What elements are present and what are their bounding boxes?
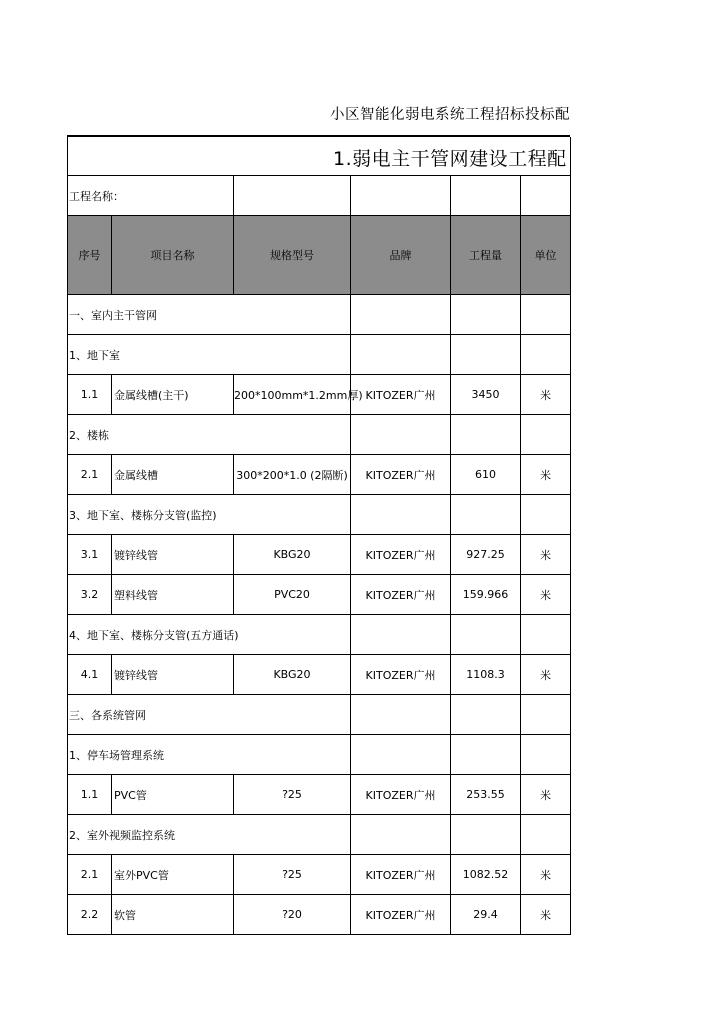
cell[interactable]	[351, 815, 451, 855]
cell[interactable]	[521, 335, 571, 375]
item-spec[interactable]: PVC20	[234, 575, 351, 615]
group-row	[68, 735, 571, 775]
item-name[interactable]: 金属线槽	[112, 455, 234, 495]
cell[interactable]	[451, 815, 521, 855]
cell[interactable]	[451, 615, 521, 655]
item-unit[interactable]: 米	[521, 575, 571, 615]
section-label: 三、各系统管网	[68, 695, 351, 735]
item-brand[interactable]: KITOZER广州	[351, 575, 451, 615]
item-number[interactable]: 1.1	[68, 775, 112, 815]
document-title: 小区智能化弱电系统工程招标投标配	[330, 107, 570, 123]
sheet-title-row	[67, 137, 571, 175]
item-unit[interactable]: 米	[521, 855, 571, 895]
group-row	[68, 415, 571, 455]
item-unit[interactable]: 米	[521, 655, 571, 695]
cell[interactable]	[521, 176, 571, 216]
cell[interactable]	[351, 735, 451, 775]
group-label: 1、地下室	[68, 335, 351, 375]
item-name[interactable]: 软管	[112, 895, 234, 935]
item-name[interactable]: 塑料线管	[112, 575, 234, 615]
cell[interactable]	[451, 295, 521, 335]
group-label: 3、地下室、楼栋分支管(监控)	[68, 495, 351, 535]
table-row	[68, 775, 571, 815]
cell[interactable]	[451, 176, 521, 216]
group-row	[68, 335, 571, 375]
cell[interactable]	[521, 735, 571, 775]
cell[interactable]	[351, 495, 451, 535]
section-row	[68, 295, 571, 335]
item-spec[interactable]: KBG20	[234, 655, 351, 695]
item-unit[interactable]: 米	[521, 455, 571, 495]
item-brand[interactable]: KITOZER广州	[351, 895, 451, 935]
cell[interactable]	[521, 615, 571, 655]
cell[interactable]	[451, 735, 521, 775]
cell[interactable]	[234, 176, 351, 216]
item-quantity[interactable]: 253.55	[451, 775, 521, 815]
item-name[interactable]: 室外PVC管	[112, 855, 234, 895]
item-spec[interactable]: ?20	[234, 895, 351, 935]
project-name-label: 工程名称：	[68, 176, 234, 216]
column-header-unit: 单位	[521, 216, 571, 295]
group-row	[68, 615, 571, 655]
item-number[interactable]: 2.1	[68, 455, 112, 495]
item-name[interactable]: 镀锌线管	[112, 655, 234, 695]
table-row	[68, 855, 571, 895]
table-row	[68, 575, 571, 615]
item-number[interactable]: 3.1	[68, 535, 112, 575]
group-label: 2、室外视频监控系统	[68, 815, 351, 855]
group-label: 4、地下室、楼栋分支管(五方通话)	[68, 615, 351, 655]
item-number[interactable]: 4.1	[68, 655, 112, 695]
cell[interactable]	[521, 495, 571, 535]
item-unit[interactable]: 米	[521, 535, 571, 575]
item-spec[interactable]: 200*100mm*1.2mm厚)	[234, 375, 351, 415]
column-header-spec: 规格型号	[234, 216, 351, 295]
item-quantity[interactable]: 1108.3	[451, 655, 521, 695]
sheet-title: 1.弱电主干管网建设工程配	[333, 148, 567, 170]
section-label: 一、室内主干管网	[68, 295, 351, 335]
item-spec[interactable]: KBG20	[234, 535, 351, 575]
column-header-no: 序号	[68, 216, 112, 295]
item-brand[interactable]: KITOZER广州	[351, 855, 451, 895]
item-brand[interactable]: KITOZER广州	[351, 775, 451, 815]
section-row	[68, 695, 571, 735]
group-row	[68, 815, 571, 855]
cell[interactable]	[351, 295, 451, 335]
cell[interactable]	[521, 415, 571, 455]
item-spec[interactable]: ?25	[234, 775, 351, 815]
item-number[interactable]: 2.2	[68, 895, 112, 935]
item-quantity[interactable]: 1082.52	[451, 855, 521, 895]
item-name[interactable]: 镀锌线管	[112, 535, 234, 575]
item-quantity[interactable]: 927.25	[451, 535, 521, 575]
item-number[interactable]: 3.2	[68, 575, 112, 615]
group-row	[68, 495, 571, 535]
cell[interactable]	[451, 495, 521, 535]
item-quantity[interactable]: 159.966	[451, 575, 521, 615]
item-unit[interactable]: 米	[521, 775, 571, 815]
cell[interactable]	[351, 615, 451, 655]
cell[interactable]	[521, 695, 571, 735]
item-number[interactable]: 1.1	[68, 375, 112, 415]
table-row	[68, 535, 571, 575]
cell[interactable]	[351, 415, 451, 455]
table-row	[68, 455, 571, 495]
item-spec[interactable]: 300*200*1.0 (2隔断)	[234, 455, 351, 495]
group-label: 1、停车场管理系统	[68, 735, 351, 775]
header-row	[68, 216, 571, 295]
item-quantity[interactable]: 29.4	[451, 895, 521, 935]
column-header-qty: 工程量	[451, 216, 521, 295]
item-number[interactable]: 2.1	[68, 855, 112, 895]
cell[interactable]	[521, 295, 571, 335]
cell[interactable]	[351, 695, 451, 735]
item-quantity[interactable]: 610	[451, 455, 521, 495]
cell[interactable]	[521, 815, 571, 855]
table-row	[68, 655, 571, 695]
cell[interactable]	[351, 176, 451, 216]
item-quantity[interactable]: 3450	[451, 375, 521, 415]
project-name-row	[68, 176, 571, 216]
table-row	[68, 375, 571, 415]
item-brand[interactable]: KITOZER广州	[351, 375, 451, 415]
item-name[interactable]: PVC管	[112, 775, 234, 815]
group-label: 2、楼栋	[68, 415, 351, 455]
cell[interactable]	[351, 335, 451, 375]
column-header-name: 项目名称	[112, 216, 234, 295]
item-brand[interactable]: KITOZER广州	[351, 455, 451, 495]
material-table	[67, 175, 571, 935]
item-unit[interactable]: 米	[521, 895, 571, 935]
cell[interactable]	[451, 335, 521, 375]
table-row	[68, 895, 571, 935]
item-spec[interactable]: ?25	[234, 855, 351, 895]
column-header-brand: 品牌	[351, 216, 451, 295]
item-unit[interactable]: 米	[521, 375, 571, 415]
item-name[interactable]: 金属线槽(主干)	[112, 375, 234, 415]
cell[interactable]	[451, 695, 521, 735]
item-brand[interactable]: KITOZER广州	[351, 535, 451, 575]
cell[interactable]	[451, 415, 521, 455]
item-brand[interactable]: KITOZER广州	[351, 655, 451, 695]
